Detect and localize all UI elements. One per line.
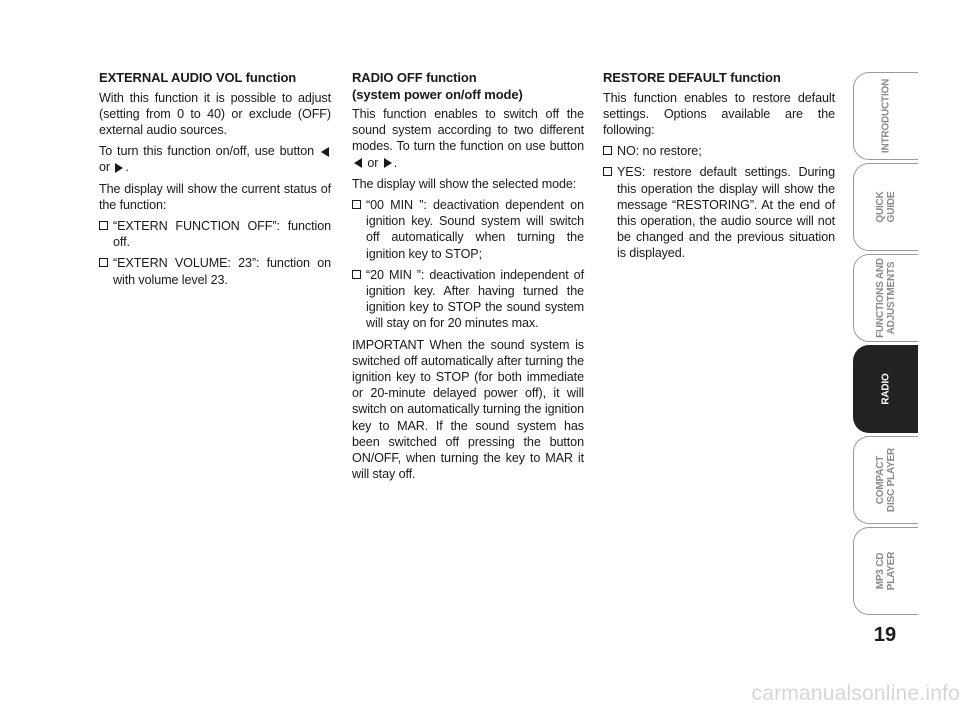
section-title-text: RADIO OFF xyxy=(352,70,423,85)
list-item xyxy=(352,267,584,332)
checkbox-bullet-icon xyxy=(99,258,108,267)
checkbox-bullet-icon xyxy=(603,146,612,155)
section-title-suffix: function xyxy=(422,70,477,85)
watermark: carmanualsonline.info xyxy=(751,682,960,705)
checkbox-bullet-icon xyxy=(603,167,612,176)
arrow-left-icon xyxy=(321,147,329,157)
tab-label: COMPACT DISC PLAYER xyxy=(875,447,897,513)
section-title-suffix: function xyxy=(242,70,297,85)
list-item-text: “EXTERN FUNCTION OFF”: function off. xyxy=(113,218,331,250)
list-item xyxy=(99,255,331,287)
tab-compact-disc-player[interactable] xyxy=(853,436,918,524)
section-title-text: RESTORE DEFAULT xyxy=(603,70,727,85)
list-item-text: “EXTERN VOLUME: 23”: function on with volume level 23. xyxy=(113,256,331,287)
column-restore-default xyxy=(603,70,835,267)
column-radio-off xyxy=(352,70,584,487)
tab-mp3-cd-player[interactable] xyxy=(853,527,918,615)
list-item xyxy=(603,164,835,261)
paragraph-text: . xyxy=(393,155,398,170)
list-item-text: YES: restore default settings. During this operation the display will show the message “RESTORING”. At the end of this operation, the audio source will not be changed and the previous situation is displayed. xyxy=(617,165,835,261)
paragraph-text: or xyxy=(99,160,114,175)
tab-label: RADIO xyxy=(880,373,892,405)
paragraph: This function enables to restore default settings. Options available are the following: xyxy=(603,90,835,137)
section-title-external-audio-vol xyxy=(99,70,331,87)
list-item xyxy=(99,218,331,250)
list-item-text: NO: no restore; xyxy=(617,144,702,159)
section-title-text: EXTERNAL AUDIO VOL xyxy=(99,70,243,85)
paragraph xyxy=(99,143,331,175)
important-note: IMPORTANT When the sound system is switched off automatically after turning the ignition key to STOP (for both immediate or 20-minute delayed power off), it will switch on automatically turning the ignition key to MAR. If the sound system has been switched off pressing the button ON/OFF, when turning the key to MAR it will stay off. xyxy=(352,337,584,482)
chapter-tabs xyxy=(853,72,919,618)
list-item xyxy=(352,197,584,262)
tab-radio[interactable] xyxy=(853,345,918,433)
page-number: 19 xyxy=(873,624,897,646)
paragraph: With this function it is possible to adjust (setting from 0 to 40) or exclude (OFF) external audio sources. xyxy=(99,90,331,137)
column-external-audio-vol xyxy=(99,70,331,293)
paragraph: The display will show the current status of the function: xyxy=(99,181,331,212)
tab-functions-and-adjustments[interactable] xyxy=(853,254,918,342)
arrow-right-icon xyxy=(115,163,123,173)
tab-label: MP3 CD PLAYER xyxy=(875,551,897,591)
checkbox-bullet-icon xyxy=(352,270,361,279)
section-subtitle: (system power on/off mode) xyxy=(352,86,523,102)
tab-label: INTRODUCTION xyxy=(880,78,892,154)
list-item xyxy=(603,143,835,159)
tab-introduction[interactable] xyxy=(853,72,918,160)
tab-label: QUICK GUIDE xyxy=(875,191,897,223)
section-title-suffix: function xyxy=(726,70,781,85)
paragraph-text: To turn this function on/off, use button xyxy=(99,144,319,159)
list-item-text: “00 MIN ”: deactivation dependent on ignition key. Sound system will switch off automatically when turning the ignition key to STOP; xyxy=(366,198,584,261)
paragraph xyxy=(352,106,584,171)
section-title-restore-default xyxy=(603,70,835,87)
arrow-right-icon xyxy=(384,158,392,168)
tab-quick-guide[interactable] xyxy=(853,163,918,251)
paragraph-text: or xyxy=(364,155,382,170)
checkbox-bullet-icon xyxy=(352,200,361,209)
paragraph: The display will show the selected mode: xyxy=(352,176,577,191)
paragraph-text: . xyxy=(125,160,129,175)
paragraph-text: This function enables to switch off the sound system according to two different modes. To turn the function on use button xyxy=(352,107,584,154)
section-title-radio-off xyxy=(352,70,584,103)
list-item-text: “20 MIN ”: deactivation independent of ignition key. After having turned the ignition key to STOP the sound system will stay on for 20 minutes max. xyxy=(366,267,584,331)
arrow-left-icon xyxy=(354,158,362,168)
tab-label: FUNCTIONS AND ADJUSTMENTS xyxy=(875,258,897,338)
checkbox-bullet-icon xyxy=(99,221,108,230)
